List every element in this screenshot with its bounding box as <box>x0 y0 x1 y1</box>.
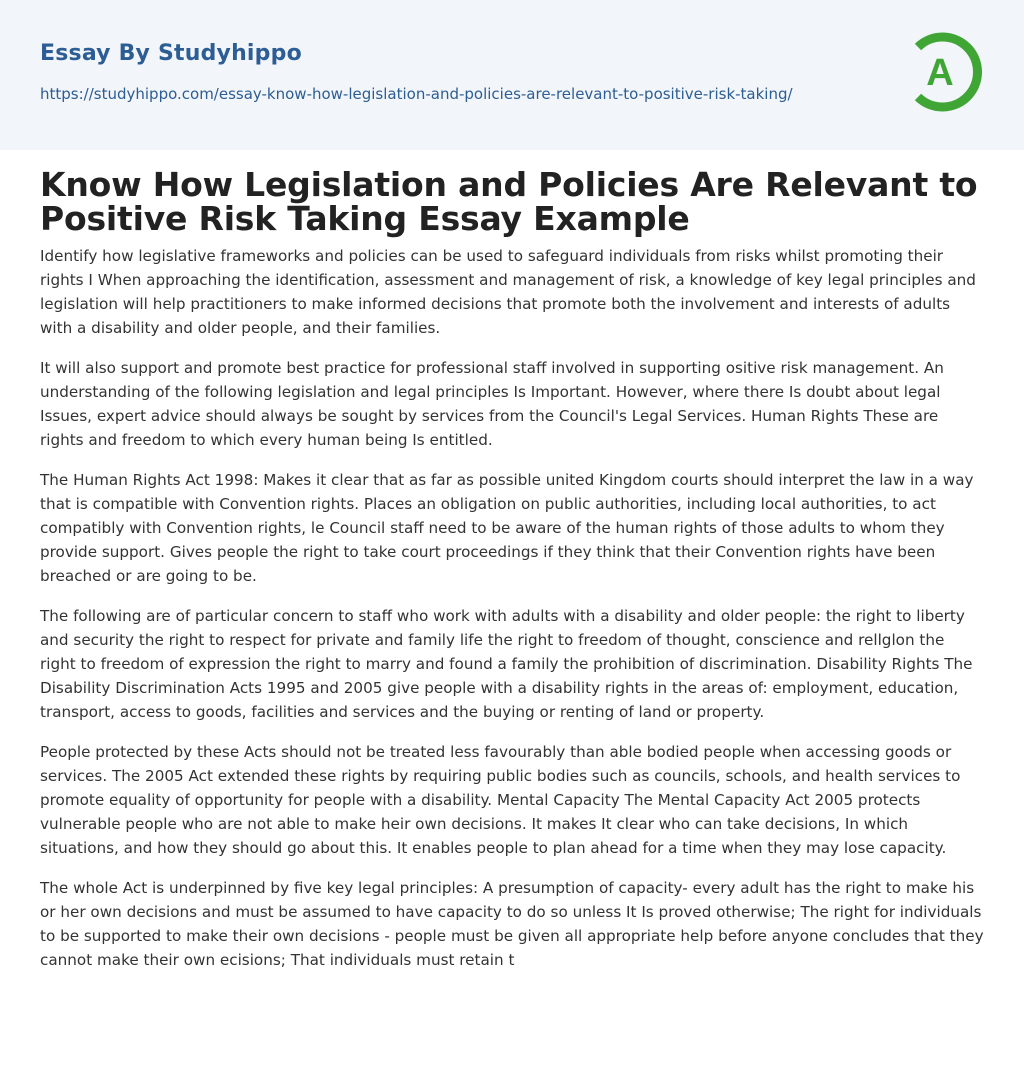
logo-ring-icon <box>910 29 986 115</box>
article-paragraph: People protected by these Acts should not be treated less favourably than able bodied people when accessing goods or services. The 2005 Act extended these rights by requiring public bodies such as councils, schools, and health services to promote equality of opportunity for people with a disability. Mental Capacity The Mental Capacity Act 2005 protects vulnerable people who are not able to make heir own decisions. It makes It clear who can take decisions, In which situations, and how they should go about this. It enables people to plan ahead for a time when they may lose capacity. <box>40 743 961 857</box>
essay-url-link[interactable]: https://studyhippo.com/essay-know-how-legislation-and-policies-are-relevant-to-positive-risk-taking/ <box>40 85 793 103</box>
article-paragraph: The following are of particular concern to staff who work with adults with a disability and older people: the right to liberty and security the right to respect for private and family life the right to freedom of thought, conscience and rellglon the right to freedom of expression the right to marry and found a family the prohibition of discrimination. Disability Rights The Disability Discrimination Acts 1995 and 2005 give people with a disability rights in the areas of: employment, education, transport, access to goods, facilities and services and the buying or renting of land or property. <box>40 607 973 721</box>
article-paragraph: The whole Act is underpinned by five key legal principles: A presumption of capacity- every adult has the right to make his or her own decisions and must be assumed to have capacity to do so unless It Is proved otherwise; The right for individuals to be supported to make their own decisions - people must be given all appropriate help before anyone concludes that they cannot make their own ecisions; That individuals must retain t <box>40 879 984 969</box>
studyhippo-logo[interactable] <box>910 29 986 115</box>
site-brand[interactable]: Essay By Studyhippo <box>40 41 302 66</box>
article-paragraph: It will also support and promote best practice for professional staff involved in supporting ositive risk management. An understanding of the following legislation and legal principles Is Important. However, where there Is doubt about legal Issues, expert advice should always be sought by services from the Council's Legal Services. Human Rights These are rights and freedom to which every human being Is entitled. <box>40 359 944 449</box>
article <box>40 165 984 988</box>
article-title: Know How Legislation and Policies Are Relevant to Positive Risk Taking Essay Example <box>40 165 978 238</box>
site-header <box>0 0 1024 150</box>
article-paragraph: The Human Rights Act 1998: Makes it clear that as far as possible united Kingdom courts should interpret the law in a way that is compatible with Convention rights. Places an obligation on public authorities, including local authorities, to act compatibly with Convention rights, le Council staff need to be aware of the human rights of those adults to whom they provide support. Gives people the right to take court proceedings if they think that their Convention rights have been breached or are going to be. <box>40 471 974 585</box>
logo-letter: A <box>926 52 954 94</box>
article-paragraph: Identify how legislative frameworks and policies can be used to safeguard individuals from risks whilst promoting their rights I When approaching the identification, assessment and management of risk, a knowledge of key legal principles and legislation will help practitioners to make informed decisions that promote both the involvement and interests of adults with a disability and older people, and their families. <box>40 247 976 337</box>
